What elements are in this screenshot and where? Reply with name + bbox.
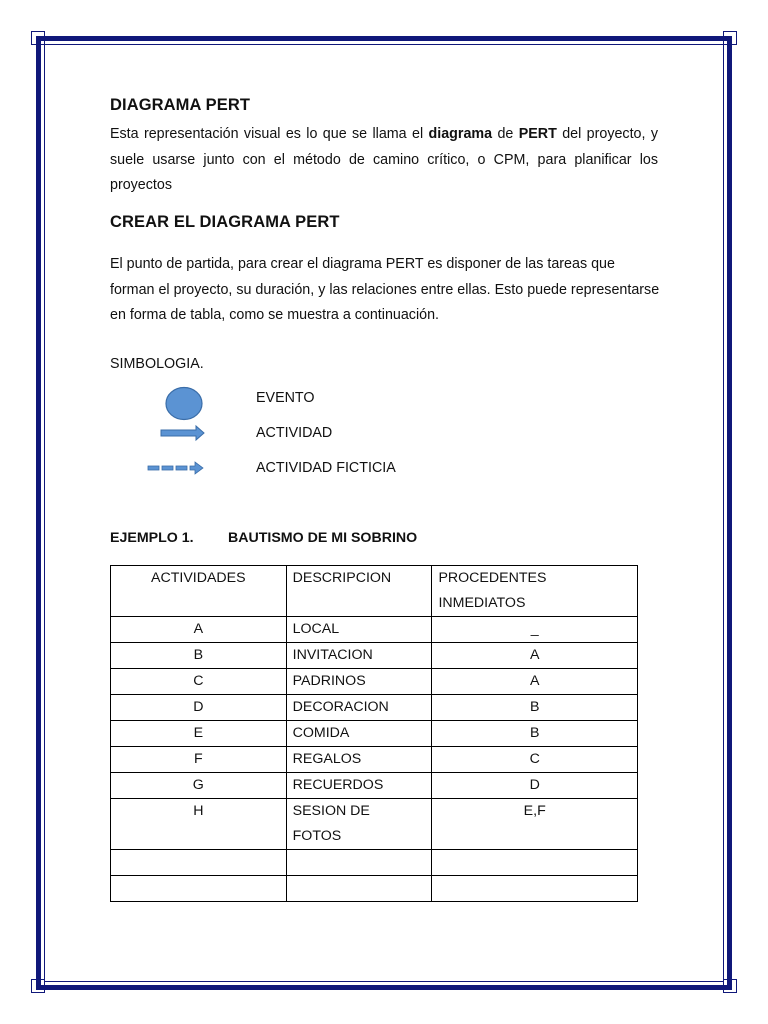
legend-label-evento: EVENTO (256, 390, 315, 406)
cell-procedentes (432, 875, 638, 901)
bold-text: diagrama (428, 126, 493, 142)
legend-label-actividad: ACTIVIDAD (256, 425, 333, 441)
table-body (111, 566, 638, 902)
table-row (111, 721, 638, 747)
cell-procedentes: B (432, 721, 638, 747)
cell-descripcion (286, 850, 432, 876)
cell-actividad: E (111, 721, 287, 747)
table-header-cell: PROCEDENTES INMEDIATOS (432, 566, 638, 617)
table-row (111, 643, 638, 669)
cell-procedentes (432, 850, 638, 876)
text-span: del proyecto, y suele usarse junto con el método de camino crítico, o CPM, para planificar los proyectos (110, 126, 658, 194)
intro-paragraph (110, 122, 658, 199)
table-header-cell: ACTIVIDADES (111, 566, 287, 617)
border-corner-ornament (723, 31, 737, 45)
table-row (111, 773, 638, 799)
crear-paragraph: El punto de partida, para crear el diagrama PERT es disponer de las tareas que forman el proyecto, su duración, y las relaciones entre ellas. Esto puede representarse en forma de tabla, como se muestra a continuación. (110, 256, 660, 324)
cell-descripcion: LOCAL (286, 617, 432, 643)
legend-label-actividad-ficticia: ACTIVIDAD FICTICIA (256, 460, 396, 476)
cell-descripcion: REGALOS (286, 747, 432, 773)
cell-actividad: C (111, 669, 287, 695)
text-span: de (492, 126, 519, 142)
cell-actividad: D (111, 695, 287, 721)
section-title-crear-diagrama: CREAR EL DIAGRAMA PERT (110, 213, 340, 231)
table-header-row (111, 566, 638, 617)
cell-actividad: B (111, 643, 287, 669)
example-title: BAUTISMO DE MI SOBRINO (228, 530, 418, 546)
arrow-dashed-icon (146, 459, 206, 477)
cell-procedentes: C (432, 747, 638, 773)
table-row (111, 617, 638, 643)
cell-descripcion: RECUERDOS (286, 773, 432, 799)
border-corner-ornament (31, 979, 45, 993)
border-corner-ornament (723, 979, 737, 993)
cell-descripcion: INVITACION (286, 643, 432, 669)
cell-descripcion: SESION DE FOTOS (286, 799, 432, 850)
table-row (111, 799, 638, 850)
border-corner-ornament (31, 31, 45, 45)
cell-descripcion: PADRINOS (286, 669, 432, 695)
example-label: EJEMPLO 1. (110, 530, 194, 546)
cell-descripcion: DECORACION (286, 695, 432, 721)
table-row (111, 695, 638, 721)
cell-procedentes: A (432, 669, 638, 695)
section-title-diagrama-pert: DIAGRAMA PERT (110, 96, 251, 114)
simbologia-title: SIMBOLOGIA. (110, 356, 204, 372)
cell-procedentes: _ (432, 617, 638, 643)
pert-activities-table (110, 565, 638, 902)
cell-actividad: H (111, 799, 287, 850)
text-span: Esta representación visual es lo que se llama el (110, 126, 429, 142)
cell-descripcion: COMIDA (286, 721, 432, 747)
table-header-cell: DESCRIPCION (286, 566, 432, 617)
cell-actividad: F (111, 747, 287, 773)
cell-actividad: A (111, 617, 287, 643)
cell-actividad (111, 850, 287, 876)
cell-actividad: G (111, 773, 287, 799)
cell-procedentes: A (432, 643, 638, 669)
table-row (111, 850, 638, 876)
circle-event-icon (164, 386, 204, 422)
cell-descripcion (286, 875, 432, 901)
cell-procedentes: D (432, 773, 638, 799)
table-row (111, 669, 638, 695)
table-row (111, 747, 638, 773)
cell-procedentes: E,F (432, 799, 638, 850)
bold-text: PERT (518, 126, 557, 142)
table-row (111, 875, 638, 901)
cell-actividad (111, 875, 287, 901)
cell-procedentes: B (432, 695, 638, 721)
arrow-solid-icon (160, 424, 206, 442)
